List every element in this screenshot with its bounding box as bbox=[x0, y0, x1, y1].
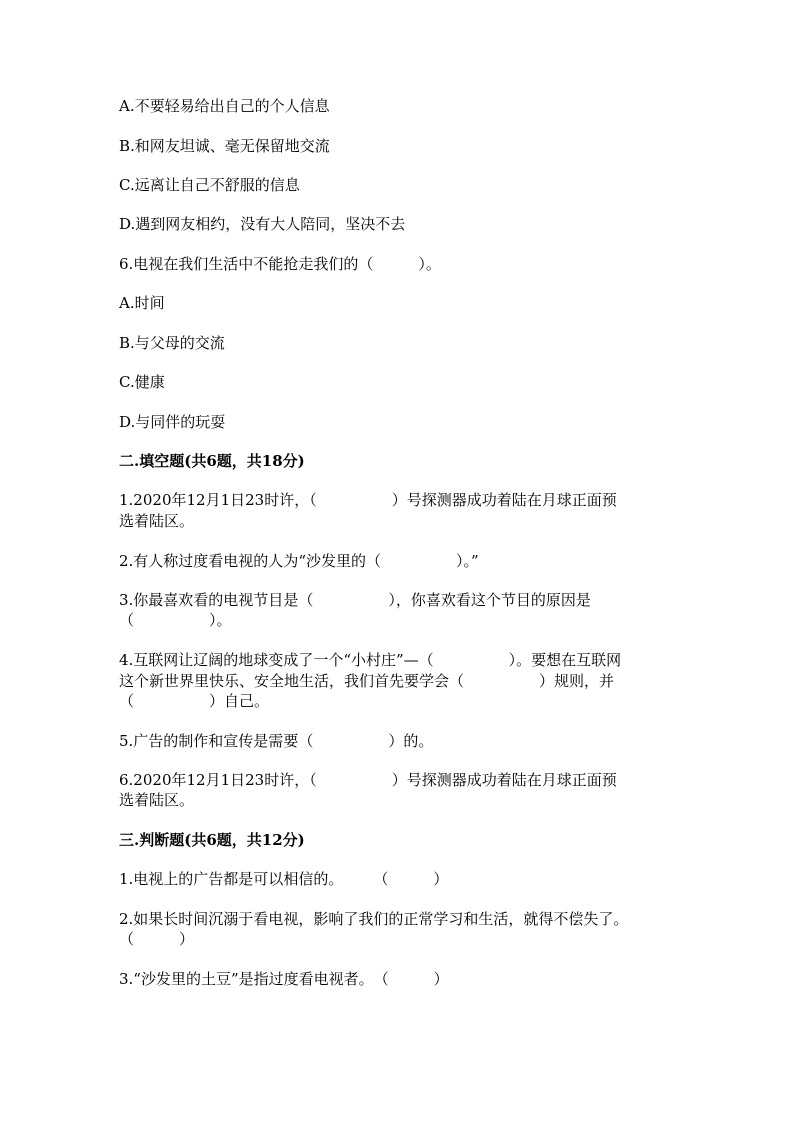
fill-q4-line1: 4.互联网让辽阔的地球变成了一个“小村庄”—（ ）。要想在互联网 bbox=[119, 651, 622, 669]
option-b-q6: B.与父母的交流 bbox=[119, 334, 225, 352]
fill-q4-line2: 这个新世界里快乐、安全地生活，我们首先要学会（ ）规则，并 bbox=[119, 672, 615, 690]
option-b-q5: B.和网友坦诚、毫无保留地交流 bbox=[119, 137, 330, 155]
fill-q6-line1: 6.2020年12月1日23时许，（ ）号探测器成功着陆在月球正面预 bbox=[119, 771, 617, 789]
option-c-q6: C.健康 bbox=[119, 373, 165, 391]
question-6-stem: 6.电视在我们生活中不能抢走我们的（ ）。 bbox=[119, 255, 441, 273]
fill-q4-line3: （ ）自己。 bbox=[119, 692, 270, 710]
judge-q1: 1.电视上的广告都是可以相信的。 （ ） bbox=[119, 870, 449, 888]
option-d-q5: D.遇到网友相约，没有大人陪同，坚决不去 bbox=[119, 215, 406, 233]
option-a-q6: A.时间 bbox=[119, 294, 165, 312]
judge-q2-line1: 2.如果长时间沉溺于看电视，影响了我们的正常学习和生活，就得不偿失了。 bbox=[119, 910, 629, 928]
option-a-q5: A.不要轻易给出自己的个人信息 bbox=[119, 97, 330, 115]
fill-q3-line2: （ ）。 bbox=[119, 611, 232, 629]
option-d-q6: D.与同伴的玩耍 bbox=[119, 413, 226, 431]
option-c-q5: C.远离让自己不舒服的信息 bbox=[119, 176, 300, 194]
fill-q1-line1: 1.2020年12月1日23时许，（ ）号探测器成功着陆在月球正面预 bbox=[119, 491, 617, 509]
fill-q1-line2: 选着陆区。 bbox=[119, 512, 195, 530]
judge-q2-line2: （ ） bbox=[119, 930, 195, 948]
section-3-title: 三.判断题(共6题，共12分) bbox=[119, 831, 305, 849]
judge-q3: 3.“沙发里的土豆”是指过度看电视者。 （ ） bbox=[119, 970, 449, 988]
fill-q3-line1: 3.你最喜欢看的电视节目是（ ），你喜欢看这个节目的原因是 bbox=[119, 591, 591, 609]
fill-q2: 2.有人称过度看电视的人为“沙发里的（ ）。” bbox=[119, 552, 479, 570]
section-2-title: 二.填空题(共6题，共18分) bbox=[119, 452, 305, 470]
fill-q5: 5.广告的制作和宣传是需要（ ）的。 bbox=[119, 732, 434, 750]
fill-q6-line2: 选着陆区。 bbox=[119, 791, 195, 809]
